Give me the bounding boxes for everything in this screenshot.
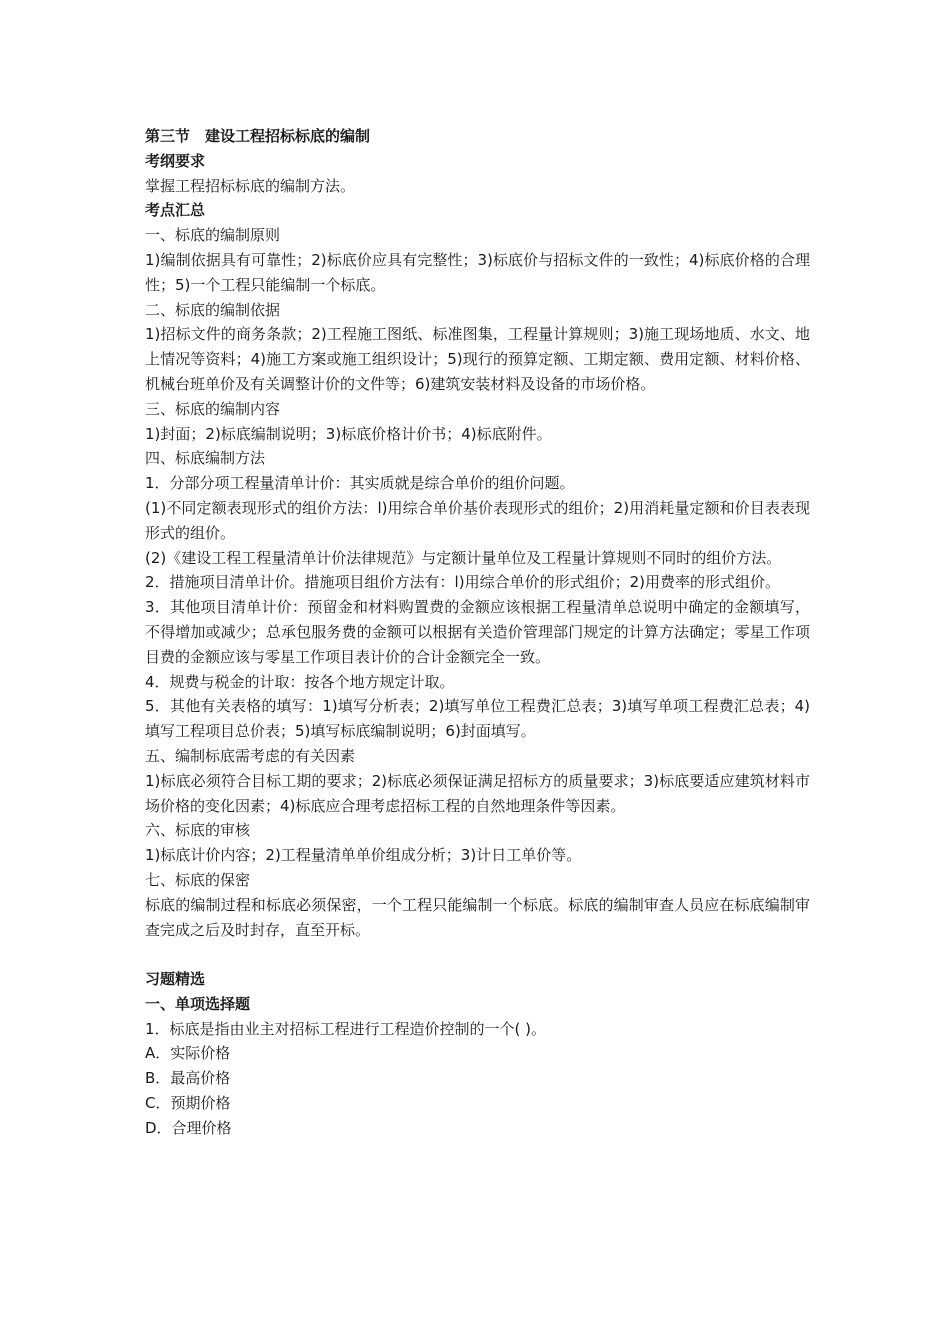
confidentiality-title: 七、标底的保密 <box>145 870 251 889</box>
exercises-heading: 习题精选 <box>145 970 206 989</box>
option-a: A．实际价格 <box>145 1044 231 1063</box>
methods-item-5: 5．其他有关表格的填写：1)填写分析表；2)填写单位工程费汇总表；3)填写单项工程费汇总表；4)填写工程项目总价表；5)填写标底编制说明；6)封面填写。 <box>145 697 810 741</box>
section-title: 第三节 建设工程招标标底的编制 <box>145 127 371 145</box>
contents-title: 三、标底的编制内容 <box>145 399 281 418</box>
methods-item-1a: (1)不同定额表现形式的组价方法：l)用综合单价基价表现形式的组价；2)用消耗量定额和价目表表现形式的组价。 <box>145 498 810 542</box>
methods-item-1: 1．分部分项工程量清单计价：其实质就是综合单价的组价问题。 <box>145 474 575 493</box>
question-stem: 1．标底是指由业主对招标工程进行工程造价控制的一个( )。 <box>145 1019 547 1038</box>
basis-title: 二、标底的编制依据 <box>145 300 281 319</box>
factors-title: 五、编制标底需考虑的有关因素 <box>145 746 356 765</box>
option-c: C．预期价格 <box>145 1094 231 1113</box>
confidentiality-body: 标底的编制过程和标底必须保密，一个工程只能编制一个标底。标底的编制审查人员应在标底编制审查完成之后及时封存，直至开标。 <box>145 895 810 939</box>
option-d: D．合理价格 <box>145 1118 232 1137</box>
spacer <box>145 942 810 967</box>
methods-item-2: 2．措施项目清单计价。措施项目组价方法有：l)用综合单价的形式组价；2)用费率的形式组价。 <box>145 573 780 592</box>
basis-body: 1)招标文件的商务条款；2)工程施工图纸、标准图集，工程量计算规则；3)施工现场地质、水文、地上情况等资料；4)施工方案或施工组织设计；5)现行的预算定额、工期定额、费用定额、材料价格、机械台班单价及有关调整计价的文件等；6)建筑安装材料及设备的市场价格。 <box>145 325 810 393</box>
methods-item-1b: (2)《建设工程工程量清单计价法律规范》与定额计量单位及工程量计算规则不同时的组价方法。 <box>145 548 782 567</box>
review-body: 1)标底计价内容；2)工程量清单单价组成分析；3)计日工单价等。 <box>145 846 582 865</box>
contents-body: 1)封面；2)标底编制说明；3)标底价格计价书；4)标底附件。 <box>145 424 552 443</box>
factors-body: 1)标底必须符合目标工期的要求；2)标底必须保证满足招标方的质量要求；3)标底要适应建筑材料市场价格的变化因素；4)标底应合理考虑招标工程的自然地理条件等因素。 <box>145 771 810 815</box>
principles-body: 1)编制依据具有可靠性；2)标底价应具有完整性；3)标底价与招标文件的一致性；4)标底价格的合理性；5)一个工程只能编制一个标底。 <box>145 250 810 294</box>
syllabus-heading: 考纲要求 <box>145 151 206 170</box>
methods-item-3: 3．其他项目清单计价：预留金和材料购置费的金额应该根据工程量清单总说明中确定的金额填写，不得增加或减少；总承包服务费的金额可以根据有关造价管理部门规定的计算方法确定；零星工作项目费的金额应该与零星工作项目表计价的合计金额完全一致。 <box>145 598 810 666</box>
key-points-heading: 考点汇总 <box>145 201 206 220</box>
review-title: 六、标底的审核 <box>145 821 251 840</box>
document-page <box>145 124 810 1141</box>
option-b: B．最高价格 <box>145 1069 231 1088</box>
principles-title: 一、标底的编制原则 <box>145 226 281 245</box>
single-choice-heading: 一、单项选择题 <box>145 994 251 1013</box>
syllabus-text: 掌握工程招标标底的编制方法。 <box>145 176 356 195</box>
methods-title: 四、标底编制方法 <box>145 449 266 468</box>
methods-item-4: 4．规费与税金的计取：按各个地方规定计取。 <box>145 672 455 691</box>
